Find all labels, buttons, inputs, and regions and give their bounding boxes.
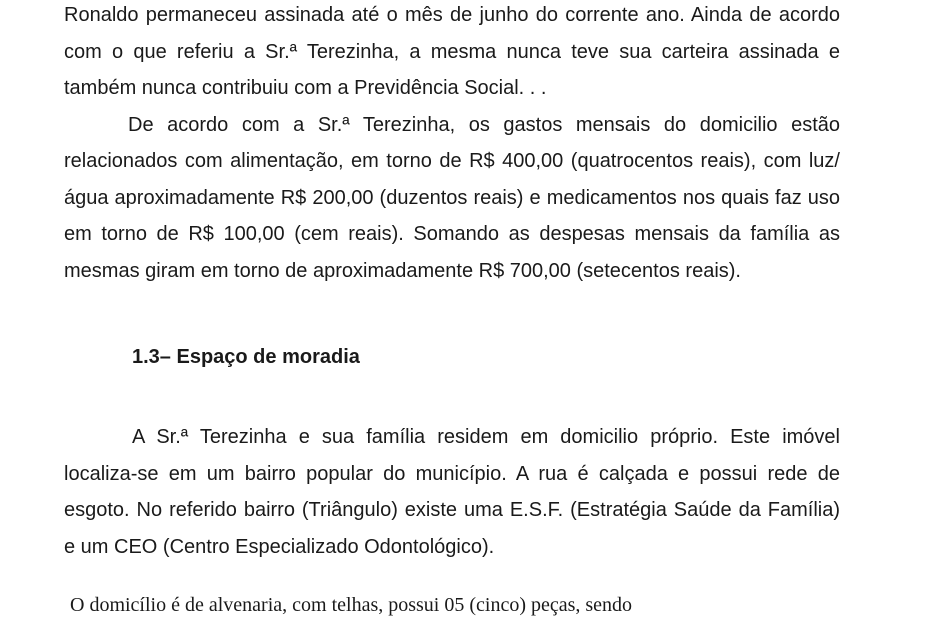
cut-off-line: O domicílio é de alvenaria, com telhas, possui 05 (cinco) peças, sendo [70, 594, 633, 616]
paragraph-income-continuation: Ronaldo permaneceu assinada até o mês de junho do corrente ano. Ainda de acordo com o que referiu a Sr.ª Terezinha, a mesma nunca teve sua carteira assinada e também nunca contribuiu com a Previdência Social. . . [64, 4, 840, 99]
paragraph-monthly-expenses: De acordo com a Sr.ª Terezinha, os gastos mensais do domicilio estão relacionados com alimentação, em torno de R$ 400,00 (quatrocentos reais), com luz/água aproximadamente R$ 200,00 (duzentos reais) e medicamentos nos quais faz uso em torno de R$ 100,00 (cem reais). Somando as despesas mensais da família as mesmas giram em torno de aproximadamente R$ 700,00 (setecentos reais). [64, 113, 840, 282]
section-heading-housing: 1.3– Espaço de moradia [132, 346, 360, 368]
document-page [64, 0, 840, 606]
paragraph-housing-description: A Sr.ª Terezinha e sua família residem em domicilio próprio. Este imóvel localiza-se em um bairro popular do município. A rua é calçada e possui rede de esgoto. No referido bairro (Triângulo) existe uma E.S.F. (Estratégia Saúde da Família) e um CEO (Centro Especializado Odontológico). [64, 426, 840, 558]
